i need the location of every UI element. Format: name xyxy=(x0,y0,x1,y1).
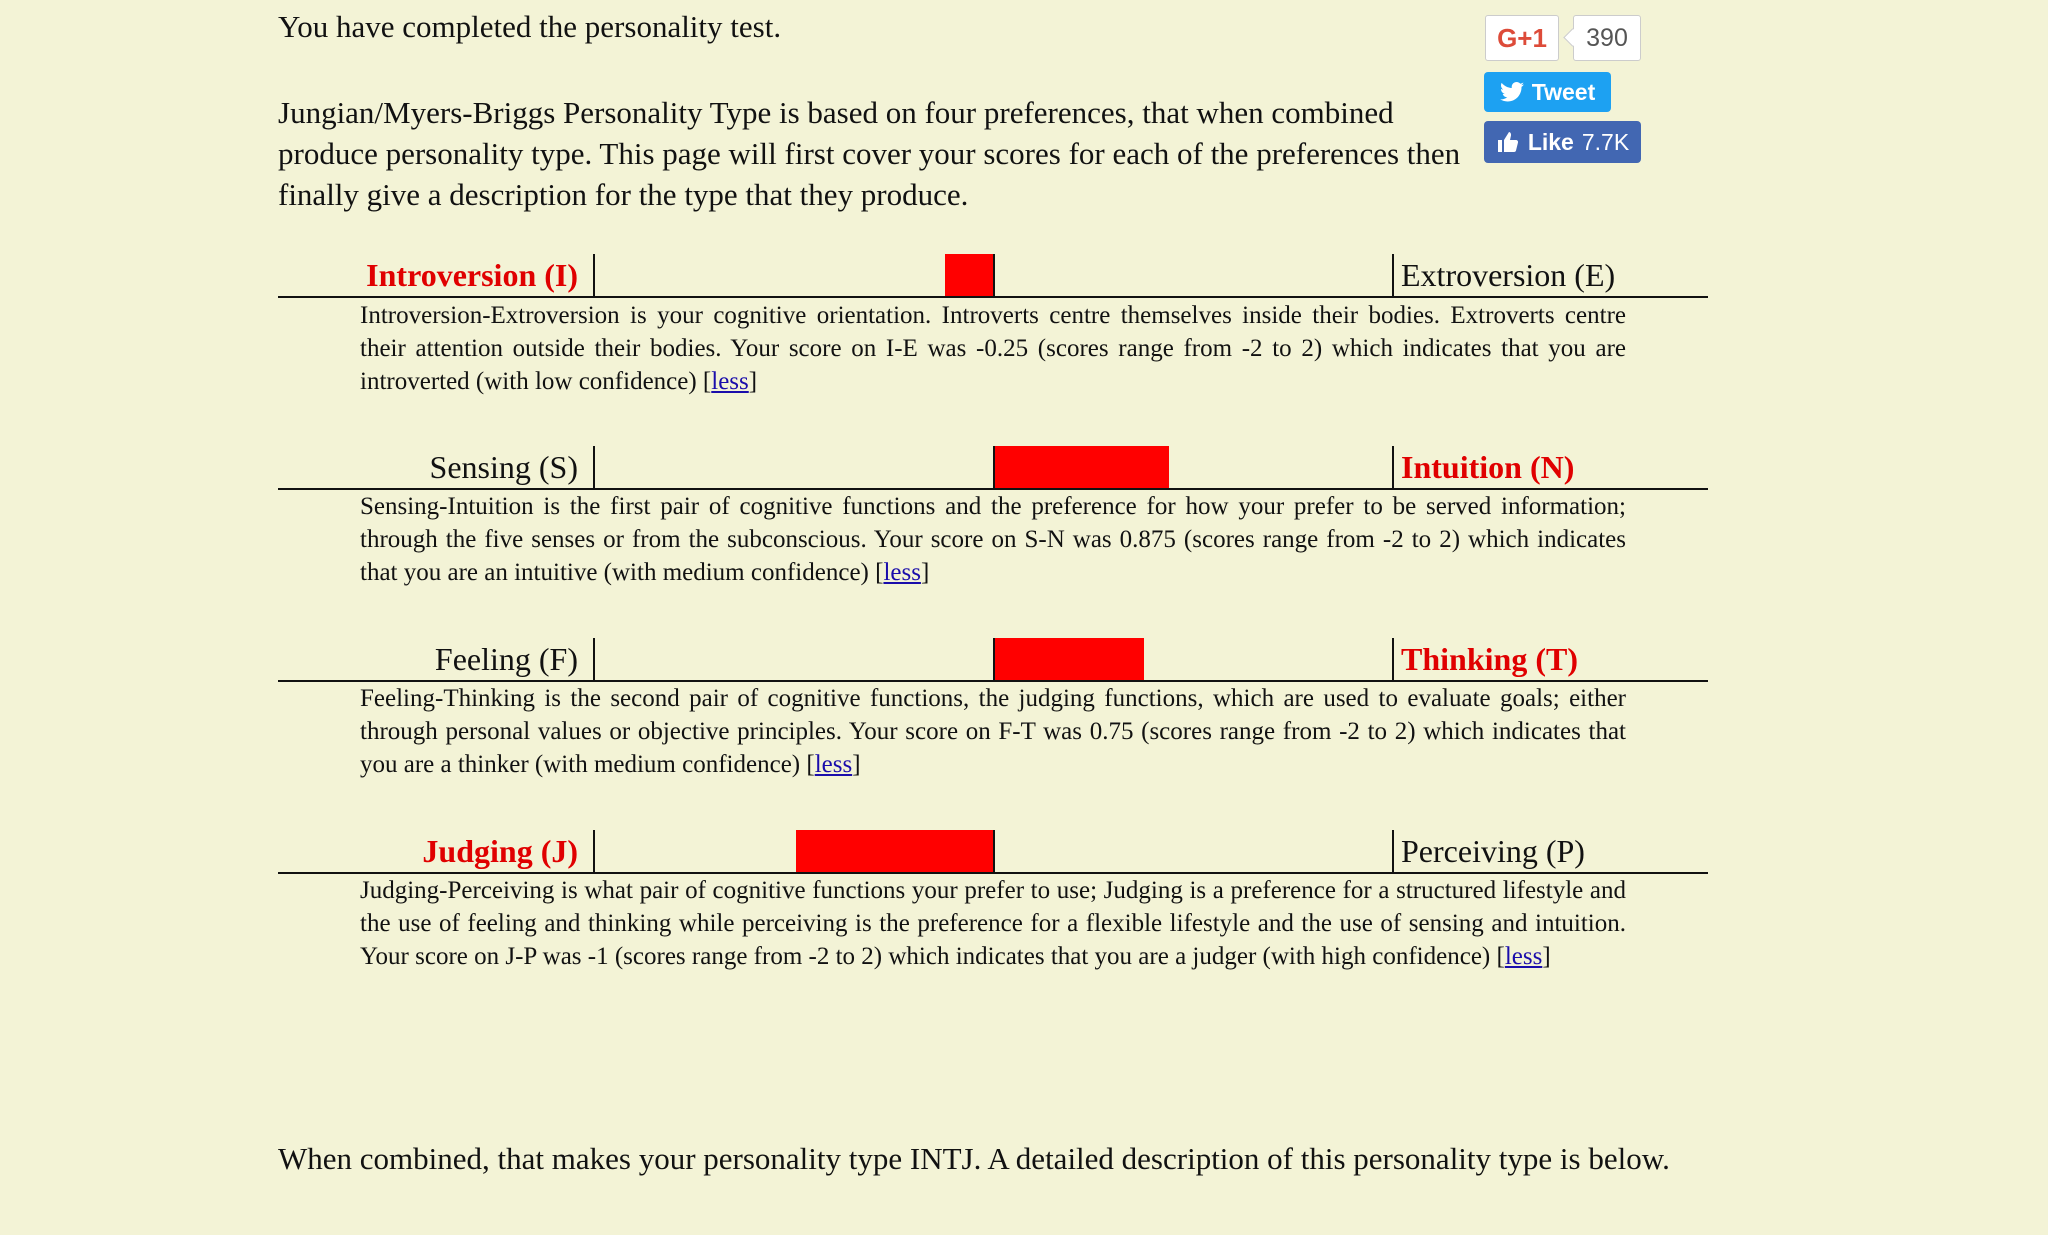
scale-end-tick xyxy=(1392,638,1394,680)
scale-description xyxy=(360,874,1626,973)
scale-description xyxy=(360,682,1626,781)
score-bar xyxy=(945,254,995,296)
description-text: Feeling-Thinking is the second pair of cognitive functions, the judging functions, which are used to evaluate goals; either through personal values or objective principles. Your score on F-T was 0.75 (scores range from -2 to 2) which indicates that you are a thinker (with medium confidence) [ xyxy=(360,685,1626,778)
scale-start-tick xyxy=(593,638,595,680)
less-link[interactable]: less xyxy=(814,751,853,778)
tweet-button[interactable] xyxy=(1484,72,1611,112)
description-text: Sensing-Intuition is the first pair of cognitive functions and the preference for how your prefer to be served information; through the five senses or from the subconscious. Your score on S-N was 0.875 (scores range from -2 to 2) which indicates that you are an intuitive (with medium confidence) [ xyxy=(360,493,1626,586)
description-end: ] xyxy=(1542,943,1551,970)
less-link[interactable]: less xyxy=(711,368,749,395)
scale-center-tick xyxy=(993,830,995,872)
scale-left-label: Sensing (S) xyxy=(429,449,578,485)
scale-start-tick xyxy=(593,446,595,488)
scale-right-label: Extroversion (E) xyxy=(1401,257,1616,293)
scale-introversion-extroversion xyxy=(278,254,1708,298)
scale-end-tick xyxy=(1392,254,1394,296)
scale-start-tick xyxy=(593,830,595,872)
score-bar xyxy=(995,638,1144,680)
less-link[interactable]: less xyxy=(1504,943,1543,970)
scale-judging-perceiving xyxy=(278,830,1708,874)
scale-feeling-thinking xyxy=(278,638,1708,682)
thumbs-up-icon xyxy=(1496,130,1520,154)
scale-end-tick xyxy=(1392,830,1394,872)
scale-description xyxy=(360,490,1626,589)
scale-start-tick xyxy=(593,254,595,296)
twitter-bird-icon xyxy=(1500,82,1524,102)
scale-end-tick xyxy=(1392,446,1394,488)
combined-type-summary: When combined, that makes your personality type INTJ. A detailed description of this personality type is below. xyxy=(278,1141,1670,1176)
scale-right-label: Perceiving (P) xyxy=(1401,833,1585,869)
scale-center-tick xyxy=(993,446,995,488)
description-end: ] xyxy=(920,559,930,586)
google-plus-count: 390 xyxy=(1573,15,1641,61)
description-text: Introversion-Extroversion is your cognitive orientation. Introverts centre themselves inside their bodies. Extroverts centre their attention outside their bodies. Your score on I-E was -0.25 (scores range from -2 to 2) which indicates that you are introverted (with low confidence) [ xyxy=(360,302,1626,395)
scale-right-label: Intuition (N) xyxy=(1401,449,1575,485)
google-plus-label: G+1 xyxy=(1497,22,1547,53)
scale-left-label: Introversion (I) xyxy=(366,257,578,293)
tweet-label: Tweet xyxy=(1531,78,1596,105)
description-end: ] xyxy=(748,368,758,395)
scale-left-label: Feeling (F) xyxy=(434,641,578,677)
intro-paragraph: Jungian/Myers-Briggs Personality Type is based on four preferences, that when combined produce personality type. This page will first cover your scores for each of the preferences then finally give a description for the type that they produce. xyxy=(278,95,1461,212)
completion-message: You have completed the personality test. xyxy=(278,9,782,44)
scale-right-label: Thinking (T) xyxy=(1401,641,1578,677)
scale-left-label: Judging (J) xyxy=(422,833,578,869)
google-plus-button[interactable] xyxy=(1485,15,1559,61)
facebook-like-button[interactable] xyxy=(1484,121,1641,163)
description-text: Judging-Perceiving is what pair of cognitive functions your prefer to use; Judging is a preference for a structured lifestyle and the use of feeling and thinking while perceiving is the preference for a flexible lifestyle and the use of sensing and intuition. Your score on J-P was -1 (scores range from -2 to 2) which indicates that you are a judger (with high confidence) [ xyxy=(360,877,1626,970)
less-link[interactable]: less xyxy=(883,559,921,586)
description-end: ] xyxy=(852,751,861,778)
scale-center-tick xyxy=(993,638,995,680)
score-bar xyxy=(796,830,995,872)
scale-center-tick xyxy=(993,254,995,296)
like-label: Like xyxy=(1527,128,1574,155)
scale-sensing-intuition xyxy=(278,446,1708,490)
like-count: 7.7K xyxy=(1581,128,1630,155)
scale-description xyxy=(360,299,1626,398)
score-bar xyxy=(995,446,1169,488)
